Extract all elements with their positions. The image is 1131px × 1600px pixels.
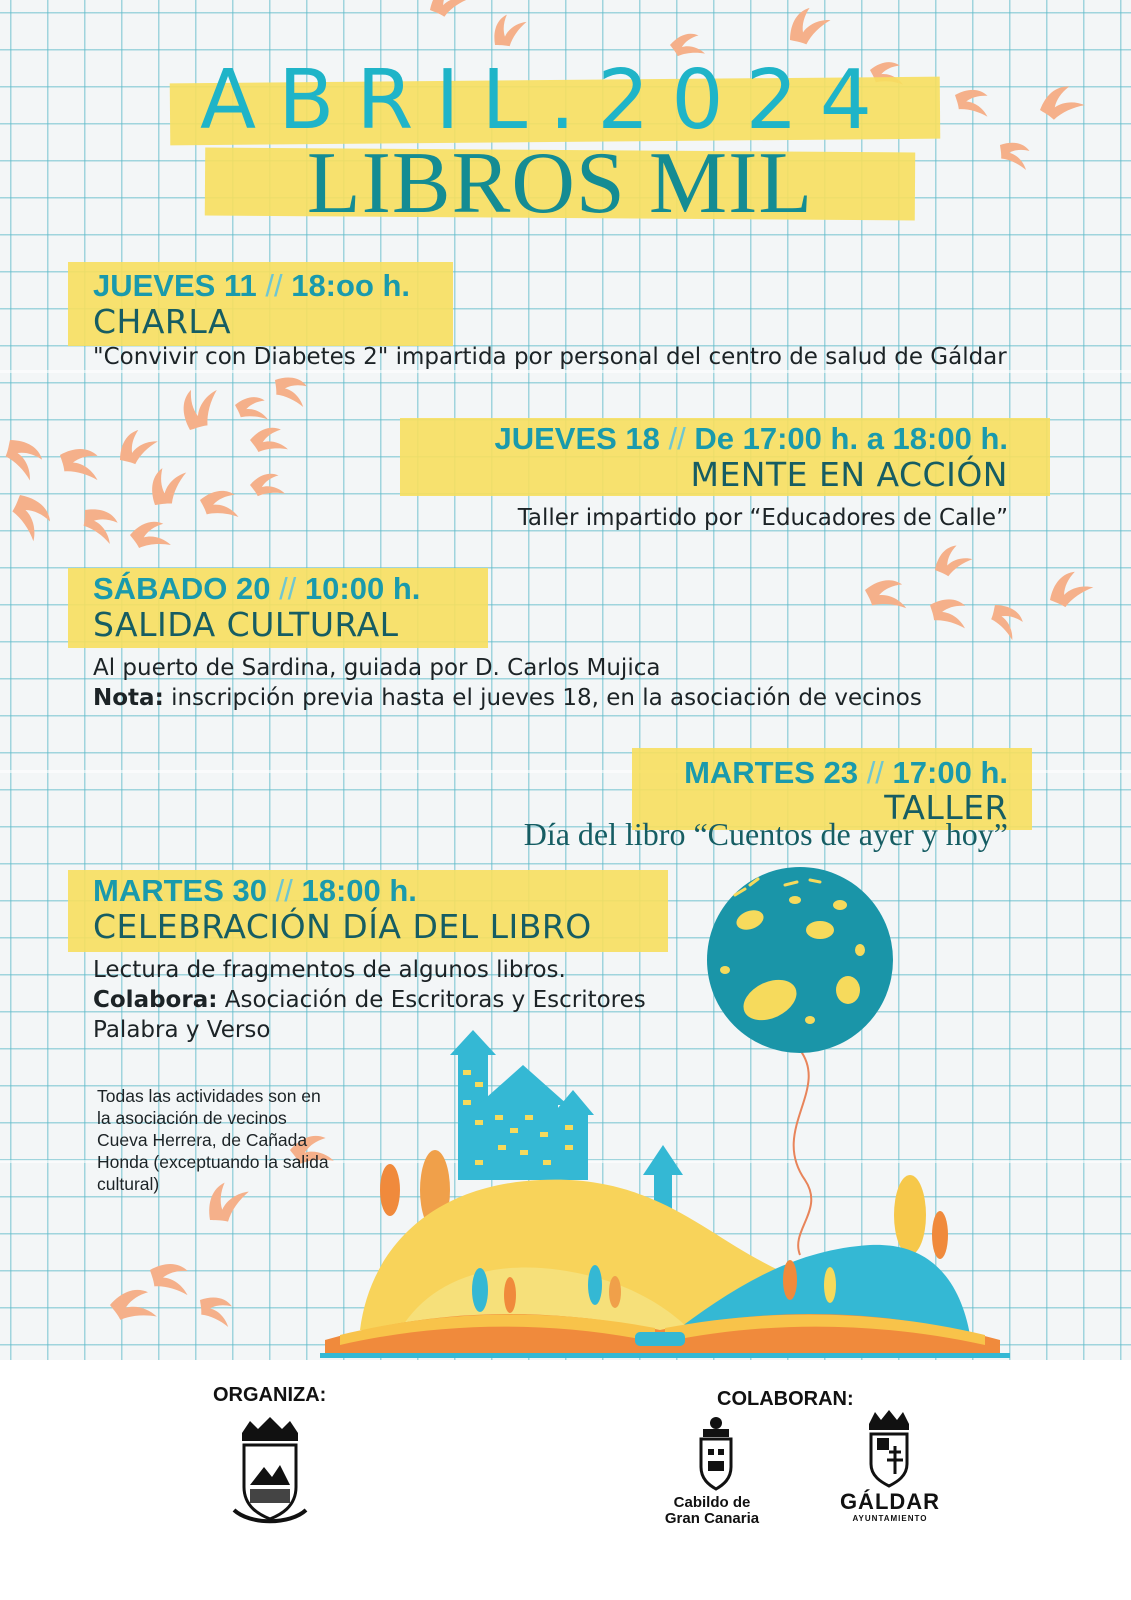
event-when [93, 270, 410, 301]
open-book-illustration [310, 1020, 1030, 1360]
event-day: MARTES 23 [684, 755, 859, 790]
event-day: JUEVES 11 [93, 268, 257, 303]
crest-icon [230, 1415, 310, 1527]
event-description-line: Al puerto de Sardina, guiada por D. Carlos Mujica [93, 655, 661, 681]
cabildo-logo [652, 1495, 772, 1527]
footnote: Todas las actividades son en la asociación de vecinos Cueva Herrera, de Cañada Honda (exceptuando la salida cultural) [97, 1086, 329, 1194]
event-description [93, 653, 1053, 713]
event-description: Día del libro “Cuentos de ayer y hoy” [523, 816, 1008, 852]
cabildo-line1: Cabildo de [673, 1494, 751, 1511]
event-when [500, 757, 1008, 788]
event-description: Taller impartido por “Educadores de Calle” [517, 505, 1008, 531]
event-description: "Convivir con Diabetes 2" impartida por personal del centro de salud de Gáldar [93, 344, 1007, 370]
event-separator: // [866, 755, 884, 790]
event-title: SALIDA CULTURAL [93, 605, 399, 644]
crest-icon [695, 1415, 737, 1493]
cabildo-line2: Gran Canaria [664, 1510, 760, 1527]
event-day: JUEVES 18 [494, 421, 660, 456]
note-label: Nota: [93, 685, 164, 711]
crest-icon [865, 1410, 913, 1488]
title-month-year: ABRIL.2024 [200, 53, 894, 148]
event-day: SÁBADO 20 [93, 571, 271, 606]
collab-text: Asociación de Escritoras y Escritores Palabra y Verso [93, 987, 646, 1043]
event-title: MENTE EN ACCIÓN [690, 455, 1008, 494]
event-day: MARTES 30 [93, 873, 267, 908]
event-time: 18:oo h. [291, 268, 411, 303]
page-title: LIBROS MIL [306, 135, 814, 232]
event-time: 10:00 h. [304, 571, 421, 606]
event-title: CHARLA [93, 302, 232, 341]
event-note [93, 683, 1053, 713]
event-title: CELEBRACIÓN DÍA DEL LIBRO [93, 907, 592, 946]
footer [0, 1360, 1131, 1600]
event-separator: // [279, 571, 297, 606]
colaboran-label: COLABORAN: [717, 1388, 854, 1410]
galdar-logo [830, 1490, 950, 1524]
event-time: 18:00 h. [301, 873, 417, 908]
event-time: De 17:00 h. a 18:00 h. [694, 421, 1008, 456]
collab-label: Colabora: [93, 987, 218, 1013]
event-separator: // [275, 873, 293, 908]
note-text: inscripción previa hasta el jueves 18, en la asociación de vecinos [163, 685, 922, 711]
event-when [93, 875, 417, 906]
event-when [300, 423, 1008, 454]
organiza-label: ORGANIZA: [213, 1384, 327, 1406]
galdar-line2: AYUNTAMIENTO [852, 1514, 928, 1523]
event-title: TALLER [884, 788, 1008, 827]
event-separator: // [265, 268, 283, 303]
event-time: 17:00 h. [892, 755, 1008, 790]
galdar-line1: GÁLDAR [839, 1489, 941, 1514]
event-separator: // [668, 421, 686, 456]
event-when [93, 573, 420, 604]
event-description-line: Lectura de fragmentos de algunos libros. [93, 957, 566, 983]
